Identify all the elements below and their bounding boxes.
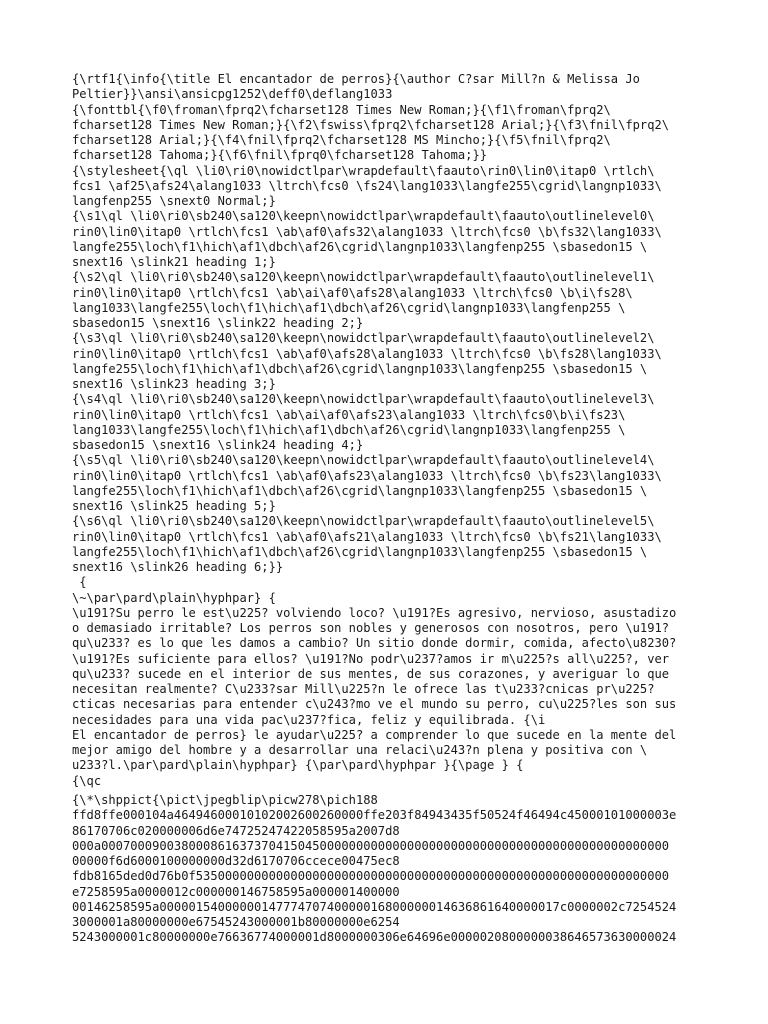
text-line: 00000f6d6000100000000d32d6170706ccece00475ec8 — [72, 854, 400, 868]
text-line: { — [72, 575, 87, 590]
text-line: \u191?Su perro le est\u225? volviendo loco? \u191?Es agresivo, nervioso, asustadizo — [72, 605, 677, 620]
text-line: {\s1\ql \li0\ri0\sb240\sa120\keepn\nowidctlpar\wrapdefault\faauto\outlinelevel0\ — [72, 209, 655, 224]
text-line: rin0\lin0\itap0 \rtlch\fcs1 \ab\af0\afs23\alang1033 \ltrch\fcs0 \b\fs23\lang1033\ — [72, 468, 662, 483]
text-line: {\fonttbl{\f0\froman\fprq2\fcharset128 Times New Roman;}{\f1\froman\fprq2\ — [72, 102, 611, 117]
text-line: fcharset128 Times New Roman;}{\f2\fswiss\fprq2\fcharset128 Arial;}{\f3\fnil\fprq2\ — [72, 117, 670, 132]
text-line: snext16 \slink21 heading 1;} — [72, 255, 276, 269]
text-line: fcharset128 Arial;}{\f4\fnil\fprq2\fcharset128 MS Mincho;}{\f5\fnil\fprq2\ — [72, 133, 611, 147]
text-line: qu\u233? es lo que les damos a cambio? Un sitio donde dormir, comida, afecto\u8230? — [72, 636, 677, 651]
text-line: u233?l.\par\pard\plain\hyphpar} {\par\pard\hyphpar }{\page } { — [72, 758, 524, 773]
text-line: snext16 \slink25 heading 5;} — [72, 499, 276, 513]
text-line: El encantador de perros} le ayudar\u225? a comprender lo que sucede en la mente del — [72, 727, 677, 742]
text-line: langfe255\loch\f1\hich\af1\dbch\af26\cgrid\langnp1033\langfenp255 \sbasedon15 \ — [72, 544, 648, 559]
text-line: necesitan realmente? C\u233?sar Mill\u225?n le ofrece las t\u233?cnicas pr\u225? — [72, 682, 655, 696]
text-line: sbasedon15 \snext16 \slink22 heading 2;} — [72, 316, 364, 330]
text-line: {\stylesheet{\ql \li0\ri0\nowidctlpar\wrapdefault\faauto\rin0\lin0\itap0 \rtlch\ — [72, 163, 655, 178]
text-line: rin0\lin0\itap0 \rtlch\fcs1 \ab\ai\af0\afs23\alang1033 \ltrch\fcs0\b\i\fs23\ — [72, 407, 626, 422]
text-line: lang1033\langfe255\loch\f1\hich\af1\dbch\af26\cgrid\langnp1033\langfenp255 \ — [72, 300, 626, 315]
text-line: {\qc — [72, 773, 102, 788]
rtf-source-text — [72, 72, 712, 789]
text-line: langfe255\loch\f1\hich\af1\dbch\af26\cgrid\langnp1033\langfenp255 \sbasedon15 \ — [72, 239, 648, 254]
text-line: 00146258595a0000015400000014777470740000016800000014636861640000017c0000002c7254524 — [72, 899, 677, 914]
text-line: langfe255\loch\f1\hich\af1\dbch\af26\cgrid\langnp1033\langfenp255 \sbasedon15 \ — [72, 361, 648, 376]
text-line: ffd8ffe000104a46494600010102002600260000ffe203f84943435f50524f46494c45000101000003e — [72, 808, 677, 823]
text-line: rin0\lin0\itap0 \rtlch\fcs1 \ab\af0\afs21\alang1033 \ltrch\fcs0 \b\fs21\lang1033\ — [72, 529, 662, 544]
text-line: necesidades para una vida pac\u237?fica, feliz y equilibrada. {\i — [72, 712, 546, 727]
text-line: \~\par\pard\plain\hyphpar} { — [72, 590, 276, 605]
text-line: {\*\shppict{\pict\jpegblip\picw278\pich188 — [72, 793, 378, 807]
text-line: rin0\lin0\itap0 \rtlch\fcs1 \ab\af0\afs32\alang1033 \ltrch\fcs0 \b\fs32\lang1033\ — [72, 224, 662, 239]
text-line: {\s3\ql \li0\ri0\sb240\sa120\keepn\nowidctlpar\wrapdefault\faauto\outlinelevel2\ — [72, 331, 655, 346]
text-line: cticas necesarias para entender c\u243?mo ve el mundo su perro, cu\u225?les son sus — [72, 697, 677, 712]
text-line: 5243000001c80000000e76636774000001d8000000306e64696e0000020800000038646573630000024 — [72, 930, 677, 945]
text-line: fcharset128 Tahoma;}{\f6\fnil\fprq0\fcharset128 Tahoma;}} — [72, 148, 488, 163]
text-line: 000a000700090038000861637370415045000000000000000000000000000000000000000000000000 — [72, 838, 670, 853]
text-line: 86170706c020000006d6e74725247422058595a2007d8 — [72, 823, 400, 838]
text-line: langfenp255 \snext0 Normal;} — [72, 194, 276, 208]
embedded-picture-hex-data — [72, 793, 712, 946]
text-line: fcs1 \af25\afs24\alang1033 \ltrch\fcs0 \fs24\lang1033\langfe255\cgrid\langnp1033\ — [72, 178, 662, 193]
text-line: {\s4\ql \li0\ri0\sb240\sa120\keepn\nowidctlpar\wrapdefault\faauto\outlinelevel3\ — [72, 392, 655, 407]
text-line: 3000001a80000000e67545243000001b80000000e6254 — [72, 915, 400, 929]
text-line: {\s6\ql \li0\ri0\sb240\sa120\keepn\nowidctlpar\wrapdefault\faauto\outlinelevel5\ — [72, 514, 655, 529]
text-line: rin0\lin0\itap0 \rtlch\fcs1 \ab\ai\af0\afs28\alang1033 \ltrch\fcs0 \b\i\fs28\ — [72, 285, 633, 300]
text-line: langfe255\loch\f1\hich\af1\dbch\af26\cgrid\langnp1033\langfenp255 \sbasedon15 \ — [72, 483, 648, 498]
text-line: lang1033\langfe255\loch\f1\hich\af1\dbch\af26\cgrid\langnp1033\langfenp255 \ — [72, 422, 626, 437]
text-line: fdb8165ded0d76b0f53500000000000000000000000000000000000000000000000000000000000000 — [72, 869, 670, 884]
text-line: rin0\lin0\itap0 \rtlch\fcs1 \ab\af0\afs28\alang1033 \ltrch\fcs0 \b\fs28\lang1033\ — [72, 346, 662, 361]
text-line: o demasiado irritable? Los perros son nobles y generosos con nosotros, pero \u191? — [72, 621, 670, 635]
text-line: {\s5\ql \li0\ri0\sb240\sa120\keepn\nowidctlpar\wrapdefault\faauto\outlinelevel4\ — [72, 453, 655, 468]
text-line: sbasedon15 \snext16 \slink24 heading 4;} — [72, 438, 364, 452]
text-line: e7258595a0000012c000000146758595a000001400000 — [72, 884, 400, 899]
text-line: {\s2\ql \li0\ri0\sb240\sa120\keepn\nowidctlpar\wrapdefault\faauto\outlinelevel1\ — [72, 270, 655, 285]
text-line: qu\u233? sucede en el interior de sus mentes, de sus corazones, y averiguar lo que — [72, 666, 670, 681]
text-line: {\rtf1{\info{\title El encantador de perros}{\author C?sar Mill?n & Melissa Jo — [72, 72, 640, 86]
text-line: snext16 \slink23 heading 3;} — [72, 377, 276, 391]
text-line: \u191?Es suficiente para ellos? \u191?No podr\u237?amos ir m\u225?s all\u225?, ver — [72, 651, 670, 666]
text-line: snext16 \slink26 heading 6;}} — [72, 560, 284, 574]
text-line: mejor amigo del hombre y a desarrollar una relaci\u243?n plena y positiva con \ — [72, 743, 648, 757]
text-line: Peltier}}\ansi\ansicpg1252\deff0\deflang1033 — [72, 87, 393, 102]
